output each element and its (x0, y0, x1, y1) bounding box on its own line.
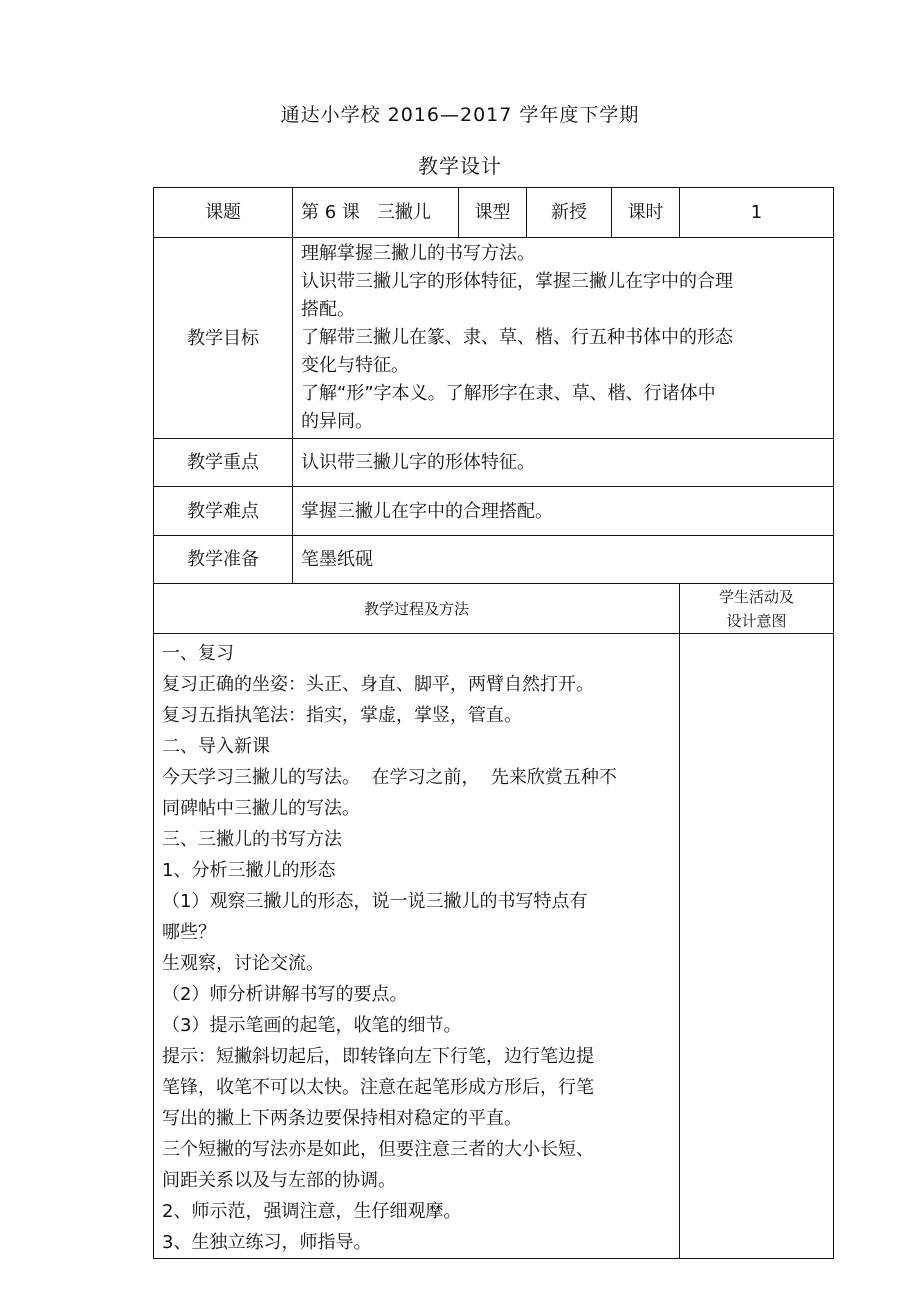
process-line: 复习正确的坐姿：头正、身直、脚平，两臂自然打开。 (162, 674, 594, 695)
difficulty-value: 掌握三撇儿在字中的合理搭配。 (293, 487, 834, 536)
topic-label: 课题 (154, 188, 293, 238)
process-header-left: 教学过程及方法 (154, 584, 680, 634)
process-line: 复习五指执笔法：指实，掌虚，掌竖，管直。 (162, 705, 522, 726)
document-subtitle: 教学设计 (418, 154, 502, 178)
objective-line: 认识带三撇儿字的形体特征，掌握三撇儿在字中的合理 (301, 271, 733, 292)
process-line: 哪些？ (162, 922, 216, 943)
process-header-row (154, 584, 834, 634)
difficulty-row (154, 487, 834, 536)
process-row (154, 634, 834, 1259)
hours-label: 课时 (612, 188, 680, 238)
topic-value: 第 6 课 三撇儿 (293, 188, 459, 238)
process-line: 间距关系以及与左部的协调。 (162, 1170, 396, 1191)
preparation-label: 教学准备 (154, 536, 293, 584)
objectives-row (154, 238, 834, 439)
design-intent-header-line: 设计意图 (726, 611, 787, 630)
type-value: 新授 (527, 188, 612, 238)
objectives-label: 教学目标 (154, 238, 293, 439)
objectives-content (293, 238, 834, 439)
process-line: 一、复习 (162, 643, 234, 664)
process-content (154, 634, 680, 1259)
process-line: 生观察，讨论交流。 (162, 953, 324, 974)
difficulty-label: 教学难点 (154, 487, 293, 536)
process-line: （1）观察三撇儿的形态，说一说三撇儿的书写特点有 (162, 891, 588, 912)
objective-line: 搭配。 (301, 299, 355, 320)
process-header-right (680, 584, 834, 634)
key-point-label: 教学重点 (154, 439, 293, 487)
key-point-row (154, 439, 834, 487)
objective-line: 理解掌握三撇儿的书写方法。 (301, 243, 535, 264)
process-line: 三、三撇儿的书写方法 (162, 829, 342, 850)
process-line: 笔锋，收笔不可以太快。注意在起笔形成方形后，行笔 (162, 1077, 594, 1098)
process-line: 同碑帖中三撇儿的写法。 (162, 798, 360, 819)
process-line: （3）提示笔画的起笔，收笔的细节。 (162, 1015, 462, 1036)
process-line: 3、生独立练习，师指导。 (162, 1232, 372, 1253)
process-line: 1、分析三撇儿的形态 (162, 860, 336, 881)
hours-value: 1 (680, 188, 834, 238)
objective-line: 的异同。 (301, 411, 373, 432)
activity-header-line: 学生活动及 (718, 587, 794, 606)
objective-line: 了解“形”字本义。了解形字在隶、草、楷、行诸体中 (301, 383, 716, 404)
process-line: 三个短撇的写法亦是如此，但要注意三者的大小长短、 (162, 1139, 594, 1160)
lesson-plan-table (153, 187, 834, 1259)
preparation-row (154, 536, 834, 584)
activity-column (680, 634, 834, 1259)
process-line: 2、师示范，强调注意，生仔细观摩。 (162, 1201, 462, 1222)
objective-line: 了解带三撇儿在篆、隶、草、楷、行五种书体中的形态 (301, 327, 733, 348)
process-line: 提示：短撇斜切起后，即转锋向左下行笔，边行笔边提 (162, 1046, 594, 1067)
info-row (154, 188, 834, 238)
process-line: 二、导入新课 (162, 736, 270, 757)
document-title: 通达小学校 2016—2017 学年度下学期 (280, 104, 640, 126)
process-line: 今天学习三撇儿的写法。 在学习之前， 先来欣赏五种不 (162, 767, 617, 788)
type-label: 课型 (459, 188, 527, 238)
process-line: （2）师分析讲解书写的要点。 (162, 984, 408, 1005)
process-line: 写出的撇上下两条边要保持相对稳定的平直。 (162, 1108, 522, 1129)
key-point-value: 认识带三撇儿字的形体特征。 (293, 439, 834, 487)
preparation-value: 笔墨纸砚 (293, 536, 834, 584)
objective-line: 变化与特征。 (301, 355, 409, 376)
